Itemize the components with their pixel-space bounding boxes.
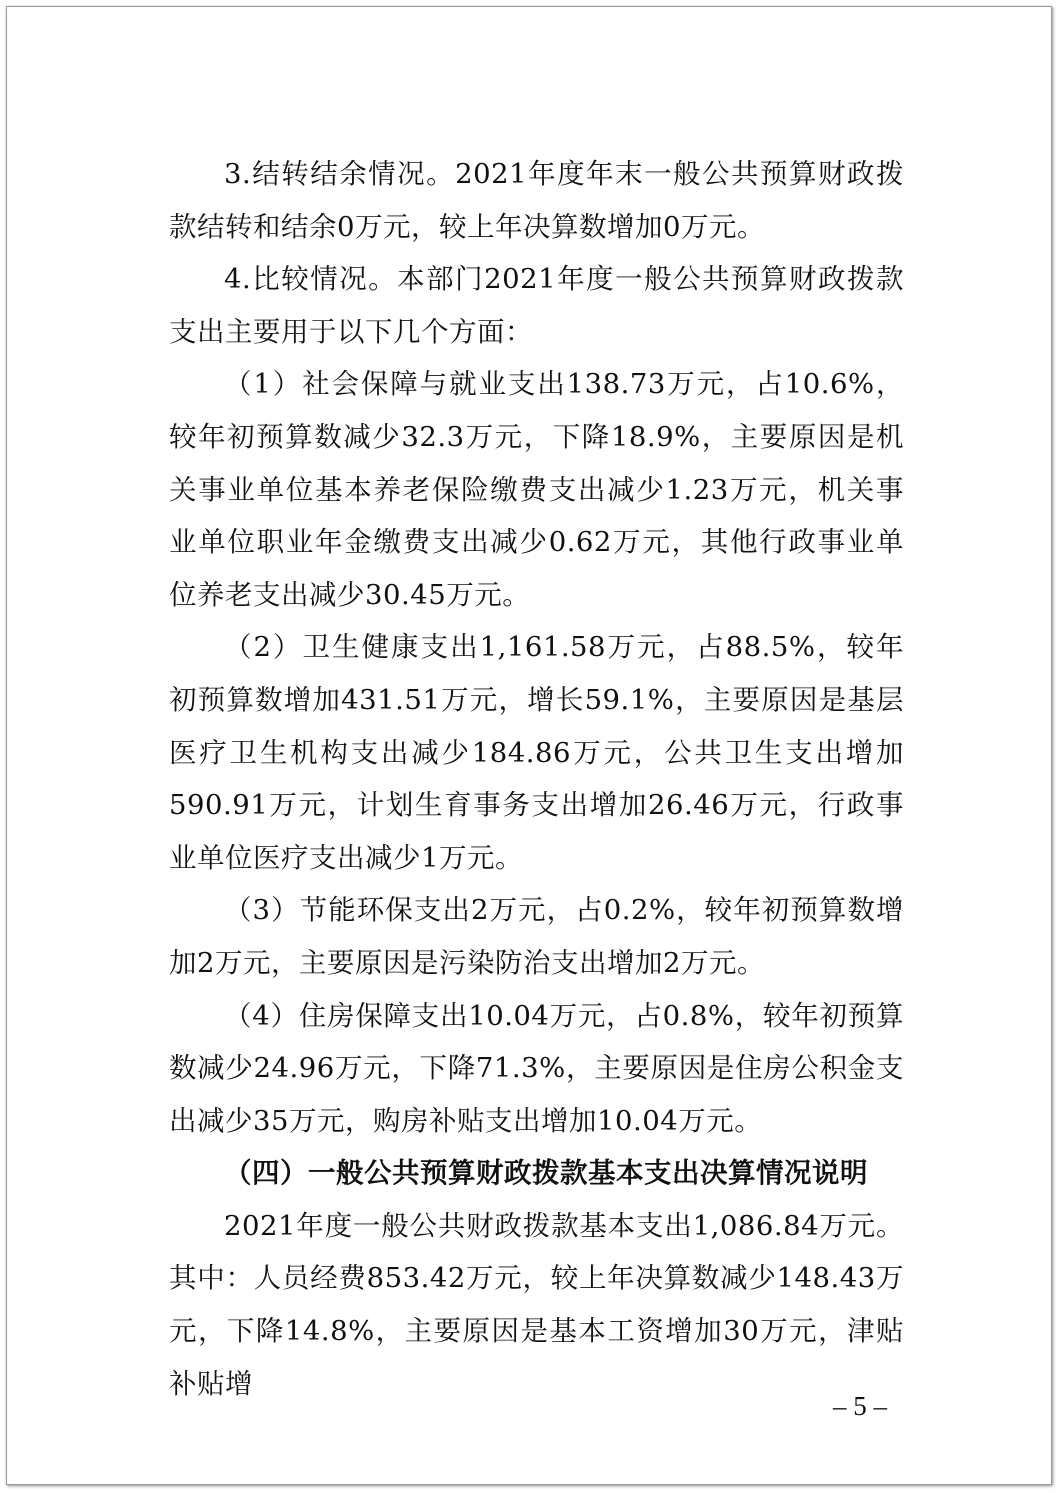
paragraph-basic-expenditure: 2021年度一般公共财政拨款基本支出1,086.84万元。其中：人员经费853.42万元，较上年决算数减少148.43万元，下降14.8%，主要原因是基本工资增加30万元，津贴补贴增 [169,1209,904,1400]
paragraph-health: （2）卫生健康支出1,161.58万元，占88.5%，较年初预算数增加431.51万元，增长59.1%，主要原因是基层医疗卫生机构支出减少184.86万元，公共卫生支出增加590.91万元，计划生育事务支出增加26.46万元，行政事业单位医疗支出减少1万元。 [169,631,904,874]
paragraph-comparison-intro: 4.比较情况。本部门2021年度一般公共预算财政拨款支出主要用于以下几个方面： [169,263,904,348]
section-heading: （四）一般公共预算财政拨款基本支出决算情况说明 [224,1157,868,1190]
paragraph-carryover-balance: 3.结转结余情况。2021年度年末一般公共预算财政拨款结转和结余0万元，较上年决算数增加0万元。 [169,158,904,243]
page-number: – 5 – [833,1391,887,1421]
paragraph-energy-environment: （3）节能环保支出2万元，占0.2%，较年初预算数增加2万元，主要原因是污染防治支出增加2万元。 [169,894,904,979]
document-page [6,6,1052,1485]
paragraph-social-security: （1）社会保障与就业支出138.73万元，占10.6%，较年初预算数减少32.3万元，下降18.9%，主要原因是机关事业单位基本养老保险缴费支出减少1.23万元，机关事业单位职业年金缴费支出减少0.62万元，其他行政事业单位养老支出减少30.45万元。 [169,368,904,611]
paragraph-housing: （4）住房保障支出10.04万元，占0.8%，较年初预算数减少24.96万元，下降71.3%，主要原因是住房公积金支出减少35万元，购房补贴支出增加10.04万元。 [169,999,904,1137]
document-body [169,148,904,1410]
